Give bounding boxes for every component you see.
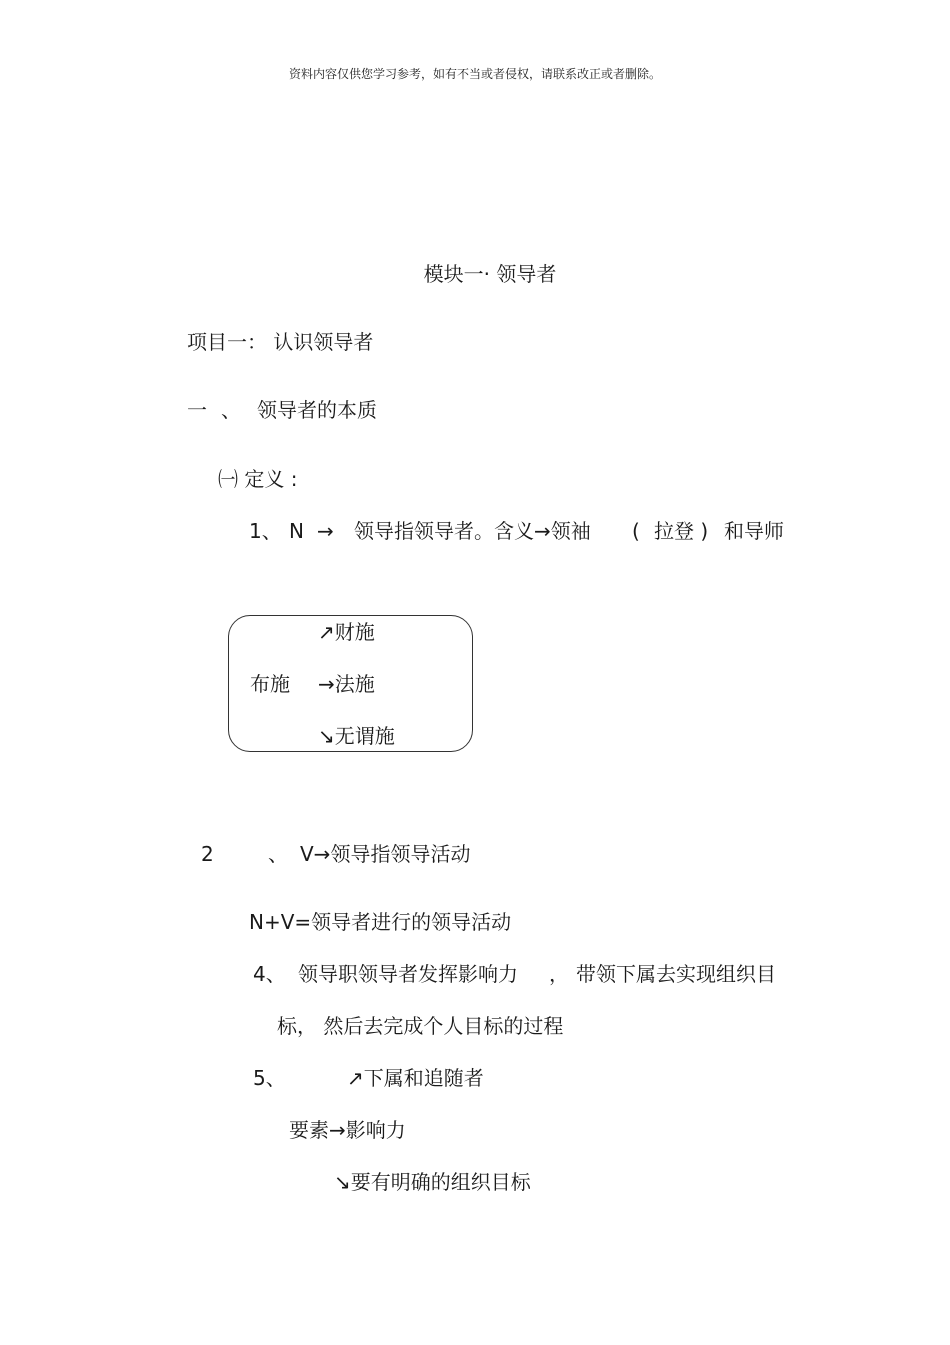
item-5-root: 要素→影响力 [289,1118,406,1142]
item-1-noun-mark: N [289,519,304,543]
item-5-branch-goals: ↘要有明确的组织目标 [334,1170,531,1194]
giving-branch-dharma: →法施 [318,672,375,696]
header-note: 资料内容仅供您学习参考，如有不当或者侵权，请联系改正或者删除。 [288,67,661,81]
item-1-paren: ( [632,519,640,543]
giving-root: 布施 [250,672,290,696]
item-4-comma: ， [549,962,569,986]
project-title: 项目一： 认识领导者 [187,330,374,354]
item-4-second-line: 标， 然后去完成个人目标的过程 [277,1014,564,1038]
item-4-text: 领导职领导者发挥影响力 [298,962,518,986]
item-1-example: 拉登 ) [654,519,709,543]
item-2-text: V→领导指领导活动 [300,842,471,866]
giving-branch-wealth: ↗财施 [318,620,375,644]
section-one-separator: 、 [221,398,241,422]
item-1-number: 1、 [249,519,282,543]
giving-branch-fearless: ↘无谓施 [318,724,395,748]
item-1-tail: 和导师 [724,519,784,543]
item-2-number: 2 [201,842,214,866]
module-title: 模块一· 领导者 [423,262,557,286]
item-5-number: 5、 [253,1066,286,1090]
item-4-number: 4、 [253,962,286,986]
subsection-definition: ㈠ 定义 : [218,467,298,491]
section-one-title: 领导者的本质 [257,398,377,422]
item-1-arrow: → [317,519,334,543]
item-3-text: N+V=领导者进行的领导活动 [249,910,512,934]
item-4-text-continued: 带领下属去实现组织目 [576,962,776,986]
item-5-branch-followers: ↗下属和追随者 [347,1066,484,1090]
item-1-text: 领导指领导者。含义→领袖 [354,519,591,543]
section-one-number: 一 [187,398,207,422]
item-2-separator: 、 [268,842,288,866]
